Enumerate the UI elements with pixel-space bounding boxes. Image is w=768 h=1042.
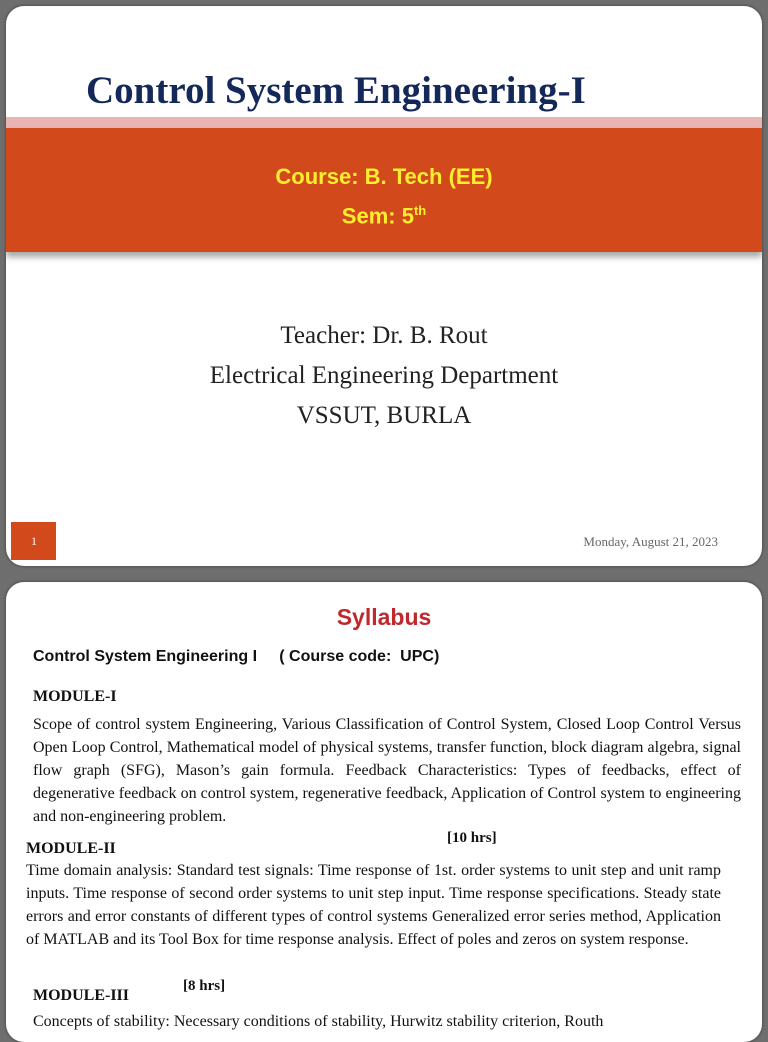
author-block <box>6 316 762 436</box>
institute-name: VSSUT, BURLA <box>296 402 472 429</box>
teacher-name: Teacher: Dr. B. Rout <box>280 322 488 349</box>
syllabus-slide <box>6 582 762 1042</box>
module-2-text: Time domain analysis: Standard test signals: Time response of 1st. order systems to unit step and unit ramp inputs. Time response of second order systems to unit step input. Time response specifications. Steady state errors and error constants of different types of control systems Generalized error series method, Application of MATLAB and its Tool Box for time response analysis. Effect of poles and zeros on system response. <box>26 862 721 948</box>
title-slide <box>6 6 762 566</box>
department-name: Electrical Engineering Department <box>209 362 559 389</box>
course-heading: Control System Engineering I ( Course code: UPC) <box>33 648 440 665</box>
slide-date: Monday, August 21, 2023 <box>583 534 718 549</box>
semester-suffix: th <box>413 203 427 218</box>
module-1-text: Scope of control system Engineering, Various Classification of Control System, Closed Loop Control Versus Open Loop Control, Mathematical model of physical systems, transfer function, block diagram algebra, signal flow graph (SFG), Mason’s gain formula. Feedback Characteristics: Types of feedbacks, effect of degenerative feedback on control system, regenerative feedback, Application of Control system to engineering and non-engineering problem. <box>33 716 741 825</box>
module-2-hours: [8 hrs] <box>183 978 226 994</box>
accent-band <box>6 117 762 128</box>
syllabus-title: Syllabus <box>336 604 432 630</box>
course-title: Control System Engineering-I <box>86 69 586 112</box>
module-2-title: MODULE-II <box>26 840 116 857</box>
semester-label <box>6 203 762 229</box>
module-3-title: MODULE-III <box>33 987 130 1004</box>
slide-number: 1 <box>11 522 56 560</box>
module-1-title: MODULE-I <box>33 688 117 705</box>
module-3-text: Concepts of stability: Necessary conditions of stability, Hurwitz stability criterion, Routh <box>33 1013 604 1030</box>
course-banner <box>6 128 762 252</box>
module-1-hours: [10 hrs] <box>447 830 497 846</box>
course-label: Course: B. Tech (EE) <box>275 164 493 189</box>
semester-text: Sem: 5 <box>341 203 414 229</box>
